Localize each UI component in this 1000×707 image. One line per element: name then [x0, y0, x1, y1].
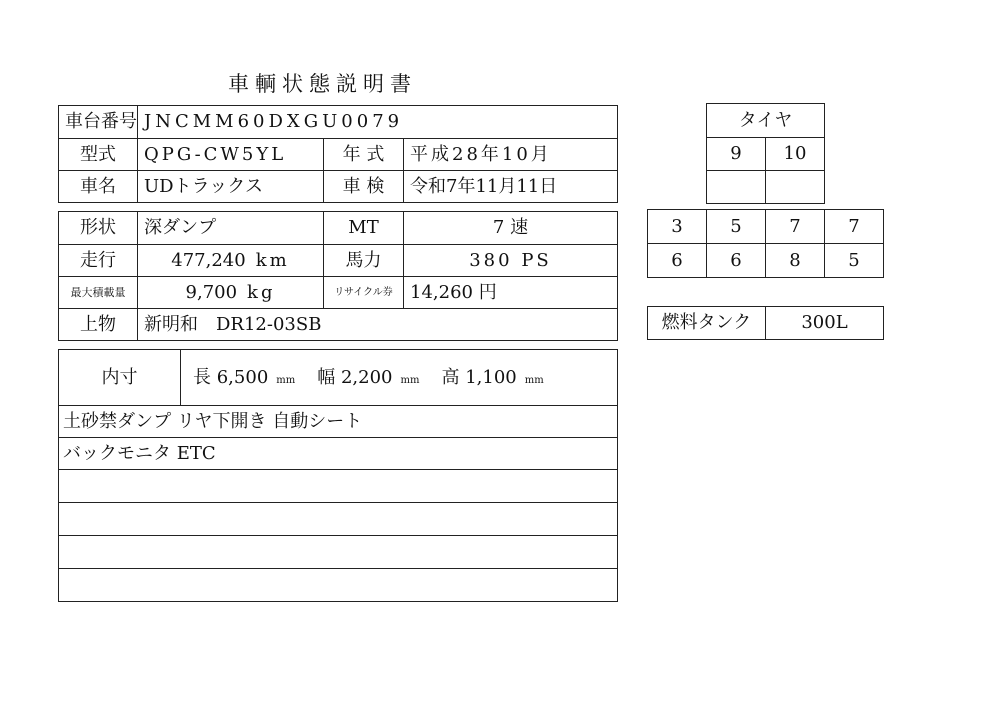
inner-size-label: 内寸	[59, 350, 181, 406]
mileage-value: 477,240	[171, 249, 246, 271]
body-model: DR12-03SB	[216, 313, 322, 335]
fuel-tank-table	[647, 306, 884, 340]
mileage-label: 走行	[59, 245, 138, 277]
tire-front-table	[706, 103, 825, 204]
width-unit: mm	[400, 374, 420, 386]
vehicle-name-value: UDトラックス	[138, 171, 324, 203]
inner-size-cell	[181, 350, 618, 406]
height-value: 1,100	[465, 366, 517, 388]
model-year-value: 平成28年10月	[404, 139, 618, 171]
tire-front-empty-left	[707, 171, 766, 204]
horsepower-value: 380 PS	[404, 245, 618, 277]
horsepower-label: 馬力	[324, 245, 404, 277]
tire-rear-r2-c2: 6	[707, 244, 766, 278]
note-row-1: 土砂禁ダンプ リヤ下開き 自動シート	[59, 406, 618, 438]
length-label: 長	[193, 366, 211, 388]
height-unit: mm	[524, 374, 544, 386]
chassis-number-value: JNCMM60DXGU0079	[138, 106, 618, 139]
tire-front-right: 10	[766, 138, 825, 171]
max-load-unit: kg	[247, 281, 276, 303]
specs-table	[58, 211, 618, 341]
width-value: 2,200	[340, 366, 393, 388]
body-cell	[138, 309, 618, 341]
model-value: QPG-CW5YL	[138, 139, 324, 171]
length-value: 6,500	[216, 366, 269, 388]
page-title: 車輌状態説明書	[228, 72, 417, 96]
max-load-label: 最大積載量	[59, 277, 138, 309]
recycle-label: リサイクル券	[324, 277, 404, 309]
model-year-label: 年 式	[324, 139, 404, 171]
max-load-value: 9,700	[185, 281, 238, 303]
inspection-value: 令和7年11月11日	[404, 171, 618, 203]
shape-value: 深ダンプ	[138, 212, 324, 245]
mileage-cell	[138, 245, 324, 277]
length-unit: mm	[276, 374, 296, 386]
tire-rear-r1-c2: 5	[707, 210, 766, 244]
tire-rear-table	[647, 209, 884, 278]
tire-rear-r2-c4: 5	[825, 244, 884, 278]
model-label: 型式	[59, 139, 138, 171]
dimensions-notes-table	[58, 349, 618, 602]
tire-label: タイヤ	[707, 104, 825, 138]
inspection-label: 車 検	[324, 171, 404, 203]
tire-rear-r1-c1: 3	[648, 210, 707, 244]
vehicle-info-table	[58, 105, 618, 203]
tire-rear-r1-c4: 7	[825, 210, 884, 244]
note-row-3	[59, 470, 618, 503]
tire-front-left: 9	[707, 138, 766, 171]
note-row-4	[59, 503, 618, 536]
tire-rear-r1-c3: 7	[766, 210, 825, 244]
recycle-value: 14,260 円	[404, 277, 618, 309]
note-row-5	[59, 536, 618, 569]
transmission-value: 7 速	[404, 212, 618, 245]
shape-label: 形状	[59, 212, 138, 245]
vehicle-name-label: 車名	[59, 171, 138, 203]
transmission-label: MT	[324, 212, 404, 245]
mileage-unit: km	[255, 249, 290, 271]
fuel-tank-label: 燃料タンク	[648, 307, 766, 340]
width-label: 幅	[317, 366, 336, 388]
body-label: 上物	[59, 309, 138, 341]
tire-front-empty-right	[766, 171, 825, 204]
tire-rear-r2-c1: 6	[648, 244, 707, 278]
chassis-number-label: 車台番号	[59, 106, 138, 139]
note-row-2: バックモニタ ETC	[59, 438, 618, 470]
fuel-tank-value: 300L	[766, 307, 884, 340]
body-maker: 新明和	[144, 313, 198, 335]
max-load-cell	[138, 277, 324, 309]
note-row-6	[59, 569, 618, 602]
tire-rear-r2-c3: 8	[766, 244, 825, 278]
height-label: 高	[441, 366, 460, 388]
